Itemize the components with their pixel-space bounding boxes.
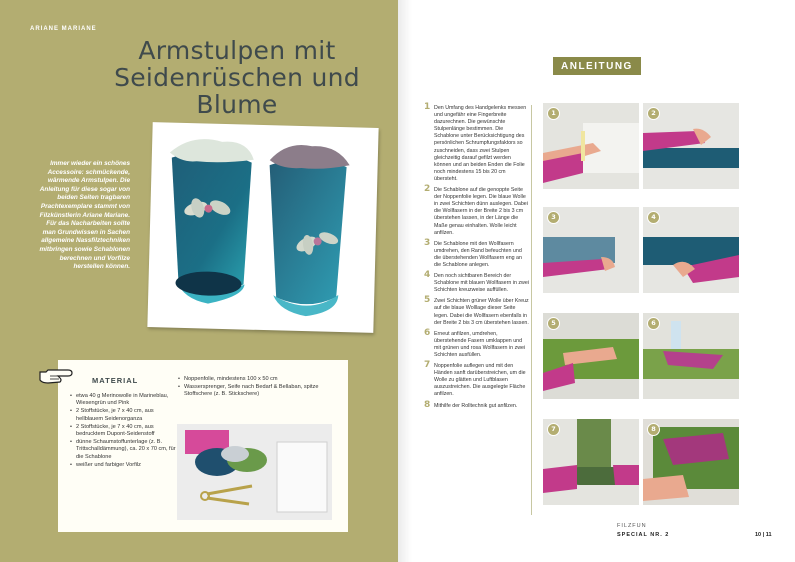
step-photo-1	[543, 103, 639, 189]
photo-number-badge: 5	[547, 317, 560, 330]
step-3	[424, 237, 529, 269]
instruction-steps	[424, 102, 530, 414]
step-2	[424, 184, 529, 237]
step-text: Erneut anfilzen, umdrehen, überstehende Fasern umklappen und mit grünen und rosa Wollfasern in zwei Schichten ausfüllen.	[434, 330, 526, 358]
step-text: Noppenfolie auflegen und mit den Händen sanft darüberstreichen, um die Wolle zu glätten und Luftblasen auszustreichen. Die ausgelegte Fläche anfilzen.	[434, 363, 526, 398]
list-item: • etwa 40 g Merinowolle in Marineblau, Wiesengrün und Pink	[70, 393, 176, 407]
step-number: 6	[424, 327, 431, 338]
page-numbers: 10 | 11	[755, 532, 772, 538]
step-text: Zwei Schichten grüner Wolle über Kreuz auf die blaue Wolllage dieser Seite legen. Dabei die Wollfasern ebenfalls in der Breite 2 bis 3 cm überstehen lassen.	[434, 298, 529, 326]
step-text: Den Umfang des Handgelenks messen und ungefähr eine Fingerbreite dazurechnen. Die gewünschte Stulpenlänge bestimmen. Die Schablone unter Berücksichtigung des persönlichen Schrumpfungsfaktors so zuschneiden, dass zwei Stulpen gleichzeitig darauf gefilzt werden können und an beiden Enden die Folie noch mindestens 15 bis 20 cm übersteht.	[434, 105, 527, 182]
step-number: 3	[424, 237, 431, 248]
footer-magazine: FILZFUN	[617, 523, 647, 529]
step-photo-2	[643, 103, 739, 189]
step-text: Die Schablone mit den Wollfasern umdrehen, den Rand befeuchten und die überstehenden Wollfasern eng an die Schablone anlegen.	[434, 240, 522, 268]
step-photo-4	[643, 207, 739, 293]
photo-number-badge: 1	[547, 107, 560, 120]
list-item: • dünne Schaumstoffunterlage (z. B. Trittschalldämmung), ca. 20 x 70 cm, für die Schablone	[70, 439, 176, 461]
step-number: 2	[424, 184, 431, 195]
step-4	[424, 270, 530, 294]
photo-number-badge: 6	[647, 317, 660, 330]
materials-photo	[177, 424, 332, 520]
step-6	[424, 327, 529, 359]
arm-warmers-photo	[147, 122, 378, 333]
intro-text: Immer wieder ein schönes Accessoire: schmückende, wärmende Armstulpen. Die Anleitung für diese sogar von beiden Seiten tragbaren Prachtexemplare stammt von Filzkünstlerin Ariane Mariane. Für das Nacharbeiten sollte man Grundwissen in Sachen allgemeine Nassfilztechniken mitbringen sowie Schablonen berechnen und Vorfilze herstellen können.	[39, 160, 130, 271]
column-divider	[531, 105, 532, 515]
instructions-badge: ANLEITUNG	[553, 57, 641, 75]
author-label: ARIANE MARIANE	[30, 26, 97, 32]
title-line-2: Seidenrüschen und Blume	[114, 63, 360, 119]
photo-number-badge: 3	[547, 211, 560, 224]
list-item: • weißer und farbiger Vorfilz	[70, 462, 176, 469]
step-photo-8	[643, 419, 739, 505]
photo-number-badge: 7	[547, 423, 560, 436]
step-7	[424, 360, 529, 398]
step-photo-3	[543, 207, 639, 293]
footer-issue: SPECIAL NR. 2	[617, 532, 670, 538]
step-text: Mithilfe der Rolltechnik gut anfilzen.	[434, 402, 518, 409]
step-1	[424, 102, 529, 183]
step-5	[424, 295, 529, 326]
photo-number-badge: 8	[647, 423, 660, 436]
step-number: 1	[424, 102, 431, 112]
material-heading: MATERIAL	[92, 376, 139, 385]
list-item: • 2 Stoffstücke, je 7 x 40 cm, aus hellblauem Seidenorganza	[70, 408, 176, 422]
step-text: Den noch sichtbaren Bereich der Schablone mit blauen Wollfasern in zwei Schichten kreuzweise auffüllen.	[434, 273, 530, 294]
right-page	[398, 0, 795, 562]
article-title	[92, 37, 382, 118]
list-item: • Wassersprenger, Seife nach Bedarf & Bellaban, spitze Stoffschere (z. B. Stickschere)	[178, 384, 328, 398]
step-text: Die Schablone auf die genoppte Seite der Noppenfolie legen. Die blaue Wolle in zwei Schichten dünn auslegen. Dabei die Wollfasern in der Breite 2 bis 3 cm überstehen lassen, in der Länge die Maße genau einhalten. Wolle leicht anfilzen.	[434, 187, 528, 236]
step-8	[424, 399, 529, 410]
step-number: 4	[424, 270, 431, 281]
pointing-hand-icon	[38, 366, 74, 388]
step-photo-7	[543, 419, 639, 505]
photo-number-badge: 4	[647, 211, 660, 224]
title-line-1: Armstulpen mit	[138, 36, 336, 65]
arm-warmers-illustration	[147, 122, 378, 333]
step-number: 8	[424, 399, 431, 410]
material-list-col1	[70, 393, 176, 470]
material-list-col2	[178, 376, 328, 400]
list-item: • 2 Stoffstücke, je 7 x 40 cm, aus bedrucktem Dupont-Seidenstoff	[70, 424, 176, 438]
materials-illustration	[177, 424, 332, 520]
photo-number-badge: 2	[647, 107, 660, 120]
step-photo-5	[543, 313, 639, 399]
step-number: 5	[424, 295, 431, 306]
page-fold-shadow	[398, 0, 412, 562]
list-item: • Noppenfolie, mindestens 100 x 50 cm	[178, 376, 328, 383]
step-number: 7	[424, 360, 431, 371]
step-photo-6	[643, 313, 739, 399]
